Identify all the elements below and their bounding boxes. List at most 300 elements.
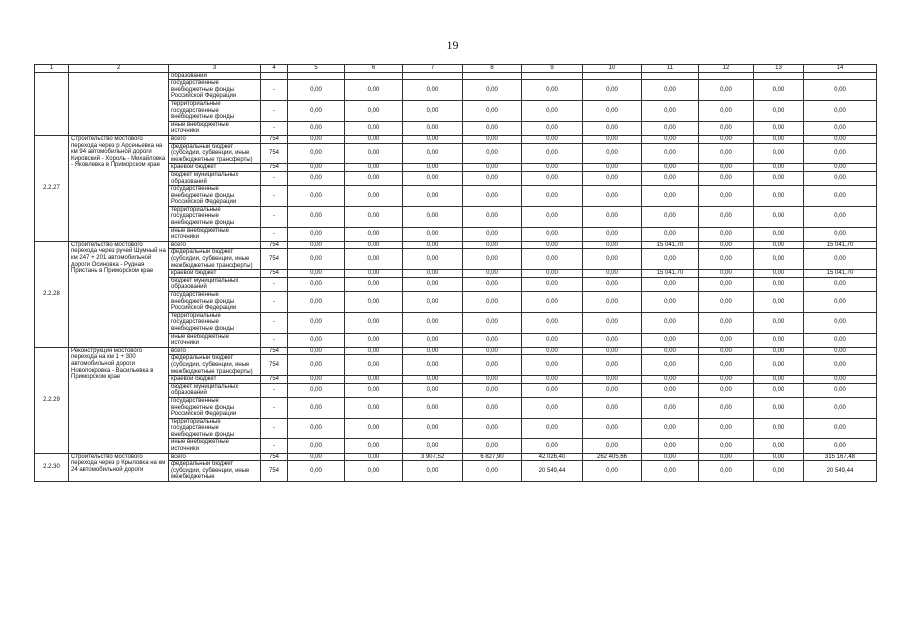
year-value: 0,00 [754,249,804,270]
year-value: 0,00 [288,312,345,333]
item-name: Реконструкция мостового перехода на км 1 + 300 автомобильной дороги Новопокровка - Васильевка в Приморском крае [69,347,169,453]
grbs-code: - [261,397,288,418]
grbs-code: - [261,439,288,453]
year-value: 0,00 [345,100,403,121]
grbs-code: - [261,312,288,333]
column-number-13: 13 [754,65,804,73]
total-value: 0,00 [804,383,877,397]
year-value: 0,00 [288,270,345,278]
total-value: 15 041,70 [804,241,877,249]
year-value: 0,00 [583,249,642,270]
year-value: 0,00 [288,376,345,384]
column-number-7: 7 [403,65,463,73]
year-value: 0,00 [754,355,804,376]
year-value: 0,00 [522,397,583,418]
total-value: 0,00 [804,277,877,291]
year-value [583,72,642,80]
year-value: 0,00 [463,80,522,101]
year-value: 0,00 [699,355,754,376]
year-value: 0,00 [463,292,522,313]
grbs-code: 754 [261,355,288,376]
year-value: 0,00 [583,292,642,313]
grbs-code: 754 [261,249,288,270]
year-value: 0,00 [345,80,403,101]
year-value: 0,00 [463,355,522,376]
year-value: 0,00 [288,461,345,482]
year-value: 42 026,40 [522,453,583,461]
year-value: 0,00 [754,121,804,135]
year-value: 0,00 [463,277,522,291]
funding-source: бюджет муниципальных образований [169,383,261,397]
year-value: 0,00 [642,143,699,164]
year-value: 0,00 [642,292,699,313]
year-value: 0,00 [522,312,583,333]
total-value: 0,00 [804,355,877,376]
year-value: 0,00 [288,186,345,207]
year-value: 0,00 [403,292,463,313]
item-code: 2.2.29 [35,347,69,453]
funding-source: всего [169,241,261,249]
column-number-3: 3 [169,65,261,73]
year-value: 0,00 [583,143,642,164]
year-value: 0,00 [699,277,754,291]
year-value [642,72,699,80]
year-value: 3 907,52 [403,453,463,461]
year-value: 0,00 [642,439,699,453]
funding-source: образований [169,72,261,80]
column-number-9: 9 [522,65,583,73]
year-value: 0,00 [754,227,804,241]
year-value: 0,00 [583,121,642,135]
grbs-code: - [261,383,288,397]
year-value: 0,00 [345,227,403,241]
funding-source: федеральный бюджет (субсидии, субвенции, иные межбюджетные трансферты) [169,143,261,164]
year-value: 0,00 [403,312,463,333]
year-value: 0,00 [754,100,804,121]
year-value: 0,00 [754,143,804,164]
grbs-code: 754 [261,461,288,482]
year-value: 0,00 [288,135,345,143]
year-value [345,72,403,80]
year-value: 0,00 [583,383,642,397]
year-value: 0,00 [522,277,583,291]
year-value: 0,00 [463,186,522,207]
year-value: 0,00 [522,241,583,249]
year-value: 0,00 [583,135,642,143]
year-value: 0,00 [345,312,403,333]
year-value: 0,00 [403,241,463,249]
year-value: 0,00 [345,270,403,278]
grbs-code: - [261,277,288,291]
item-name: Строительство мостового перехода через р Арсеньевка на км 94 автомобильной дороги Кировский - Хороль - Михайловка - Яковлевка в Приморском крае [69,135,169,241]
budget-table [34,64,877,482]
year-value: 0,00 [522,171,583,185]
total-value: 0,00 [804,439,877,453]
item-code: 2.2.28 [35,241,69,347]
year-value: 0,00 [699,206,754,227]
total-value: 0,00 [804,418,877,439]
item-code: 2.2.27 [35,135,69,241]
year-value: 0,00 [345,453,403,461]
total-value: 0,00 [804,347,877,355]
year-value: 0,00 [642,121,699,135]
column-number-14: 14 [804,65,877,73]
year-value: 0,00 [463,143,522,164]
grbs-code: 754 [261,241,288,249]
total-value [804,72,877,80]
year-value [463,72,522,80]
year-value: 0,00 [522,376,583,384]
year-value: 0,00 [754,80,804,101]
total-value: 0,00 [804,80,877,101]
year-value: 0,00 [463,397,522,418]
year-value: 0,00 [754,292,804,313]
year-value: 0,00 [403,355,463,376]
total-value: 0,00 [804,100,877,121]
column-number-10: 10 [583,65,642,73]
year-value: 0,00 [463,164,522,172]
year-value: 0,00 [463,376,522,384]
funding-source: государственные внебюджетные фонды Российской Федерации [169,186,261,207]
funding-source: иные внебюджетные источники [169,439,261,453]
funding-source: территориальные государственные внебюджетные фонды [169,312,261,333]
year-value: 15 041,70 [642,270,699,278]
grbs-code: 754 [261,135,288,143]
total-value: 0,00 [804,333,877,347]
year-value: 0,00 [642,227,699,241]
funding-source: иные внебюджетные источники [169,227,261,241]
year-value: 0,00 [642,277,699,291]
year-value: 0,00 [403,164,463,172]
year-value: 0,00 [522,355,583,376]
year-value: 0,00 [403,100,463,121]
year-value: 0,00 [403,277,463,291]
funding-source: федеральный бюджет (субсидии, субвенции, иные межбюджетные [169,461,261,482]
year-value: 0,00 [288,241,345,249]
year-value: 0,00 [288,418,345,439]
grbs-code [261,72,288,80]
funding-source: государственные внебюджетные фонды Российской Федерации [169,292,261,313]
year-value: 0,00 [403,376,463,384]
year-value: 0,00 [463,121,522,135]
year-value: 0,00 [288,164,345,172]
year-value: 0,00 [699,135,754,143]
year-value: 0,00 [642,461,699,482]
grbs-code: - [261,80,288,101]
year-value: 0,00 [754,439,804,453]
year-value: 0,00 [345,206,403,227]
year-value: 0,00 [522,227,583,241]
year-value: 0,00 [699,397,754,418]
year-value: 0,00 [345,135,403,143]
item-name: Строительство мостового перехода через ручей Шумный на км 247 + 201 автомобильной дороги Осиновка - Рудная Пристань в Приморском крае [69,241,169,347]
year-value: 0,00 [403,80,463,101]
year-value: 0,00 [463,171,522,185]
year-value: 0,00 [522,418,583,439]
year-value: 0,00 [288,453,345,461]
year-value: 0,00 [345,461,403,482]
grbs-code: - [261,206,288,227]
year-value: 0,00 [699,249,754,270]
year-value: 0,00 [522,206,583,227]
total-value: 0,00 [804,249,877,270]
year-value: 0,00 [463,206,522,227]
year-value: 0,00 [583,347,642,355]
year-value: 0,00 [463,227,522,241]
year-value: 0,00 [583,164,642,172]
year-value: 0,00 [463,100,522,121]
year-value: 0,00 [699,453,754,461]
total-value: 20 549,44 [804,461,877,482]
grbs-code: 754 [261,143,288,164]
year-value [699,72,754,80]
year-value: 0,00 [345,277,403,291]
year-value: 0,00 [522,439,583,453]
year-value: 0,00 [754,241,804,249]
year-value: 0,00 [754,164,804,172]
total-value: 0,00 [804,397,877,418]
year-value [403,72,463,80]
year-value: 0,00 [699,171,754,185]
year-value: 0,00 [583,80,642,101]
year-value: 0,00 [403,135,463,143]
year-value: 0,00 [403,143,463,164]
total-value: 0,00 [804,186,877,207]
total-value: 0,00 [804,171,877,185]
year-value: 0,00 [522,292,583,313]
year-value: 0,00 [583,186,642,207]
year-value: 0,00 [583,333,642,347]
table-row [35,347,877,355]
year-value: 0,00 [288,227,345,241]
year-value: 0,00 [754,171,804,185]
year-value: 0,00 [522,80,583,101]
item-name [69,72,169,135]
year-value: 0,00 [754,383,804,397]
year-value: 0,00 [345,249,403,270]
year-value: 0,00 [345,333,403,347]
year-value: 0,00 [522,164,583,172]
year-value: 0,00 [403,227,463,241]
year-value: 0,00 [699,376,754,384]
year-value: 0,00 [345,418,403,439]
year-value: 0,00 [754,135,804,143]
grbs-code: - [261,171,288,185]
year-value: 0,00 [583,439,642,453]
year-value: 0,00 [403,186,463,207]
total-value: 0,00 [804,164,877,172]
grbs-code: 754 [261,270,288,278]
funding-source: бюджет муниципальных образований [169,171,261,185]
total-value: 0,00 [804,376,877,384]
year-value: 0,00 [288,383,345,397]
item-name: Строительство мостового перехода через р Крыловка на км 24 автомобильной дороги [69,453,169,481]
year-value: 0,00 [699,241,754,249]
year-value: 0,00 [345,439,403,453]
funding-source: территориальные государственные внебюджетные фонды [169,206,261,227]
year-value: 0,00 [754,206,804,227]
year-value: 0,00 [403,383,463,397]
year-value: 0,00 [345,397,403,418]
grbs-code: - [261,121,288,135]
grbs-code: - [261,418,288,439]
year-value: 0,00 [288,100,345,121]
total-value: 0,00 [804,206,877,227]
year-value: 0,00 [403,121,463,135]
year-value: 0,00 [522,347,583,355]
total-value: 0,00 [804,135,877,143]
year-value: 0,00 [642,312,699,333]
total-value: 15 041,70 [804,270,877,278]
year-value: 0,00 [522,186,583,207]
year-value: 0,00 [583,270,642,278]
year-value: 0,00 [522,121,583,135]
year-value: 0,00 [463,383,522,397]
item-code: 2.2.30 [35,453,69,481]
funding-source: краевой бюджет [169,270,261,278]
year-value: 0,00 [642,135,699,143]
funding-source: всего [169,135,261,143]
year-value: 0,00 [522,143,583,164]
grbs-code: 754 [261,164,288,172]
year-value: 0,00 [699,186,754,207]
year-value: 0,00 [642,100,699,121]
year-value: 0,00 [522,383,583,397]
year-value: 0,00 [463,418,522,439]
year-value: 0,00 [403,206,463,227]
year-value: 0,00 [583,312,642,333]
year-value: 0,00 [754,418,804,439]
table-row [35,241,877,249]
year-value: 0,00 [642,186,699,207]
year-value: 0,00 [463,461,522,482]
year-value: 0,00 [463,270,522,278]
year-value: 0,00 [583,355,642,376]
grbs-code: - [261,100,288,121]
grbs-code: 754 [261,453,288,461]
grbs-code: - [261,292,288,313]
year-value: 0,00 [699,347,754,355]
year-value: 0,00 [754,453,804,461]
year-value: 0,00 [699,292,754,313]
total-value: 0,00 [804,292,877,313]
funding-source: федеральный бюджет (субсидии, субвенции, иные межбюджетные трансферты) [169,355,261,376]
year-value: 0,00 [463,439,522,453]
total-value: 0,00 [804,227,877,241]
funding-source: территориальные государственные внебюджетные фонды [169,100,261,121]
year-value: 0,00 [642,164,699,172]
year-value: 0,00 [642,171,699,185]
column-number-12: 12 [699,65,754,73]
year-value: 0,00 [583,277,642,291]
year-value: 0,00 [583,227,642,241]
year-value: 0,00 [699,418,754,439]
year-value: 0,00 [642,355,699,376]
year-value: 0,00 [642,376,699,384]
year-value: 0,00 [754,397,804,418]
year-value: 15 041,70 [642,241,699,249]
year-value: 0,00 [583,171,642,185]
year-value: 0,00 [463,312,522,333]
year-value: 0,00 [403,461,463,482]
grbs-code: - [261,333,288,347]
year-value: 6 827,90 [463,453,522,461]
year-value: 0,00 [288,121,345,135]
year-value: 0,00 [403,347,463,355]
funding-source: бюджет муниципальных образований [169,277,261,291]
grbs-code: 754 [261,347,288,355]
year-value: 0,00 [583,461,642,482]
year-value: 0,00 [345,347,403,355]
year-value: 0,00 [699,80,754,101]
funding-source: краевой бюджет [169,376,261,384]
year-value: 0,00 [463,333,522,347]
year-value: 0,00 [288,171,345,185]
year-value: 0,00 [699,439,754,453]
year-value: 0,00 [345,164,403,172]
year-value: 0,00 [699,333,754,347]
year-value: 0,00 [583,100,642,121]
page-number: 19 [446,38,459,52]
column-number-2: 2 [69,65,169,73]
year-value: 0,00 [345,143,403,164]
year-value [288,72,345,80]
grbs-code: - [261,227,288,241]
year-value: 0,00 [288,80,345,101]
year-value: 0,00 [522,100,583,121]
year-value: 0,00 [522,333,583,347]
total-value: 0,00 [804,121,877,135]
column-number-4: 4 [261,65,288,73]
column-number-1: 1 [35,65,69,73]
table-row [35,453,877,461]
table-row [35,135,877,143]
year-value: 0,00 [583,418,642,439]
funding-source: всего [169,453,261,461]
year-value: 0,00 [345,292,403,313]
year-value: 0,00 [642,397,699,418]
year-value: 0,00 [288,143,345,164]
year-value [522,72,583,80]
year-value: 0,00 [403,439,463,453]
year-value: 0,00 [699,121,754,135]
year-value: 0,00 [403,171,463,185]
year-value: 0,00 [345,241,403,249]
year-value: 0,00 [463,241,522,249]
total-value: 315 167,48 [804,453,877,461]
year-value: 0,00 [463,135,522,143]
year-value: 0,00 [754,347,804,355]
funding-source: всего [169,347,261,355]
year-value: 0,00 [699,461,754,482]
funding-source: иные внебюджетные источники [169,121,261,135]
column-number-6: 6 [345,65,403,73]
funding-source: государственные внебюджетные фонды Российской Федерации [169,397,261,418]
year-value: 0,00 [642,80,699,101]
year-value: 0,00 [642,453,699,461]
year-value: 0,00 [345,171,403,185]
year-value: 262 405,66 [583,453,642,461]
year-value: 0,00 [754,461,804,482]
year-value: 0,00 [403,270,463,278]
year-value: 0,00 [583,241,642,249]
year-value: 0,00 [403,397,463,418]
year-value: 0,00 [345,376,403,384]
column-number-5: 5 [288,65,345,73]
year-value: 0,00 [642,383,699,397]
year-value: 0,00 [699,143,754,164]
year-value: 0,00 [288,206,345,227]
